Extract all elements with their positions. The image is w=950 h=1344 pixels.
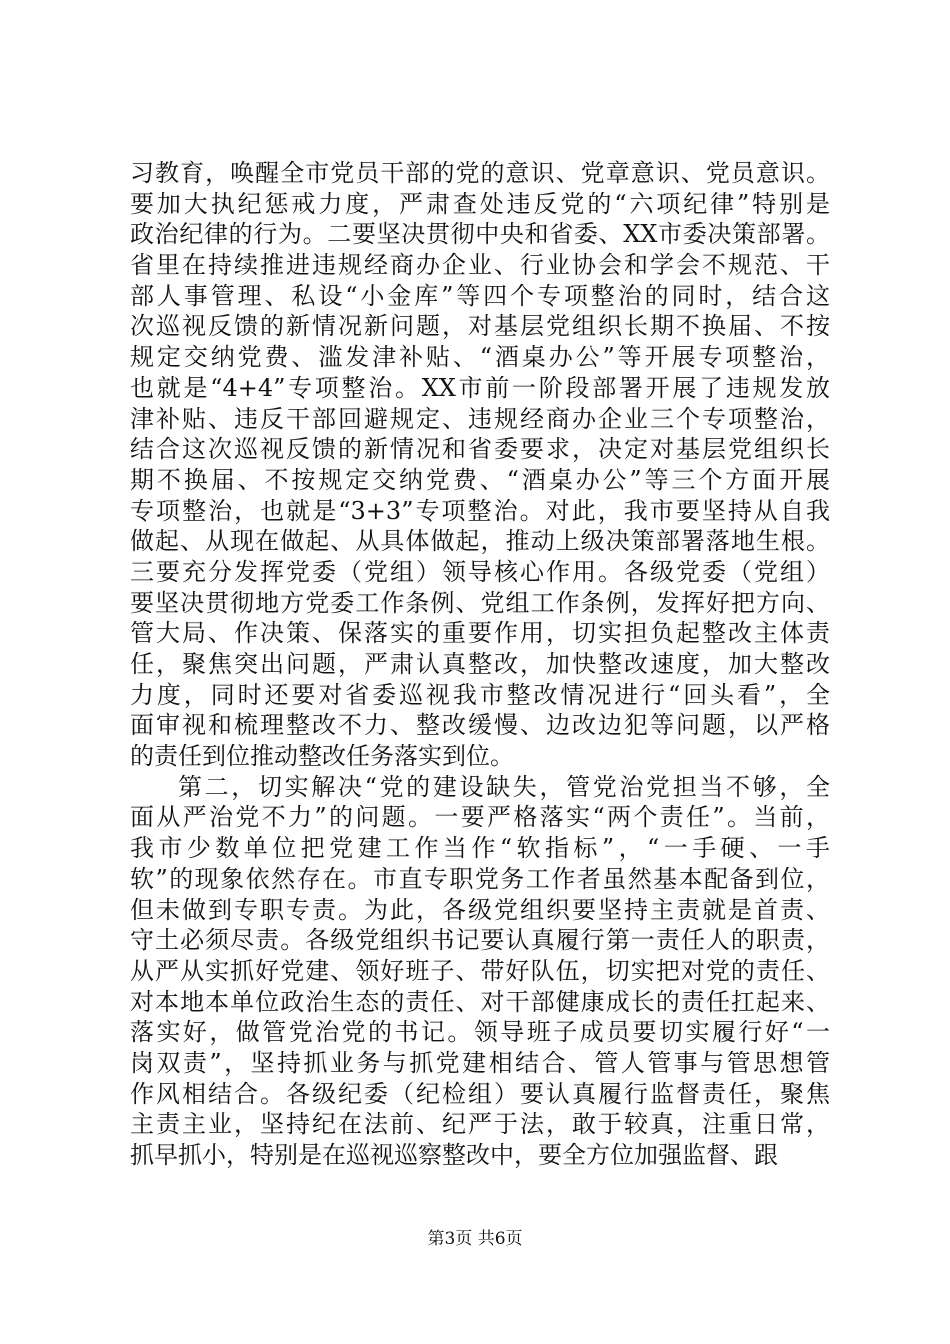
text-line: 软”的现象依然存在。市直专职党务工作者虽然基本配备到位，	[130, 864, 830, 893]
text-line: 守土必须尽责。各级党组织书记要认真履行第一责任人的职责，	[130, 926, 830, 955]
text-line: 要加大执纪惩戒力度，严肃查处违反党的“六项纪律”特别是	[130, 189, 830, 218]
text-line: 三要充分发挥党委（党组）领导核心作用。各级党委（党组）	[130, 557, 830, 586]
text-line: 次巡视反馈的新情况新问题，对基层党组织长期不换届、不按	[130, 312, 830, 341]
text-line: 抓早抓小，特别是在巡视巡察整改中，要全方位加强监督、跟	[130, 1141, 778, 1169]
text-line: 的责任到位推动整改任务落实到位。	[130, 742, 514, 771]
text-line: 从严从实抓好党建、领好班子、带好队伍，切实把对党的责任、	[130, 956, 830, 985]
text-line: 省里在持续推进违规经商办企业、行业协会和学会不规范、干	[130, 251, 830, 280]
text-line: 做起、从现在做起、从具体做起，推动上级决策部署落地生根。	[130, 527, 830, 556]
text-line: 要坚决贯彻地方党委工作条例、党组工作条例，发挥好把方向、	[130, 588, 830, 617]
text-line: 第二，切实解决“党的建设缺失，管党治党担当不够，全	[178, 772, 830, 801]
text-line: 也就是“4+4”专项整治。XX市前一阶段部署开展了违规发放	[130, 373, 830, 402]
body-text	[130, 158, 830, 1171]
text-line: 管大局、作决策、保落实的重要作用，切实担负起整改主体责	[130, 619, 830, 648]
text-line: 力度，同时还要对省委巡视我市整改情况进行“回头看”，全	[130, 680, 830, 709]
text-line: 作风相结合。各级纪委（纪检组）要认真履行监督责任，聚焦	[130, 1079, 830, 1108]
text-line: 面从严治党不力”的问题。一要严格落实“两个责任”。当前，	[130, 803, 830, 832]
text-line: 面审视和梳理整改不力、整改缓慢、边改边犯等问题，以严格	[130, 711, 830, 740]
text-line: 任，聚焦突出问题，严肃认真整改，加快整改速度，加大整改	[130, 650, 830, 678]
text-line: 落实好，做管党治党的书记。领导班子成员要切实履行好“一	[130, 1018, 830, 1047]
text-line: 专项整治，也就是“3+3”专项整治。对此，我市要坚持从自我	[130, 496, 830, 525]
page-footer: 第3页 共6页	[427, 1229, 523, 1249]
text-line: 我市少数单位把党建工作当作“软指标”，“一手硬、一手	[130, 834, 830, 863]
text-line: 规定交纳党费、滥发津补贴、“酒桌办公”等开展专项整治，	[130, 343, 830, 372]
text-line: 主责主业，坚持纪在法前、纪严于法，敢于较真，注重日常，	[130, 1110, 830, 1139]
text-line: 岗双责”，坚持抓业务与抓党建相结合、管人管事与管思想管	[130, 1048, 830, 1077]
text-line: 部人事管理、私设“小金库”等四个专项整治的同时，结合这	[130, 281, 830, 310]
text-line: 习教育，唤醒全市党员干部的党的意识、党章意识、党员意识。	[130, 159, 830, 187]
text-line: 结合这次巡视反馈的新情况和省委要求，决定对基层党组织长	[130, 435, 830, 464]
text-line: 政治纪律的行为。二要坚决贯彻中央和省委、XX市委决策部署。	[130, 220, 830, 249]
text-line: 期不换届、不按规定交纳党费、“酒桌办公”等三个方面开展	[130, 465, 830, 494]
text-line: 对本地本单位政治生态的责任、对干部健康成长的责任扛起来、	[130, 987, 830, 1016]
text-line: 津补贴、违反干部回避规定、违规经商办企业三个专项整治，	[130, 404, 830, 433]
text-line: 但未做到专职专责。为此，各级党组织要坚持主责就是首责、	[130, 895, 830, 924]
